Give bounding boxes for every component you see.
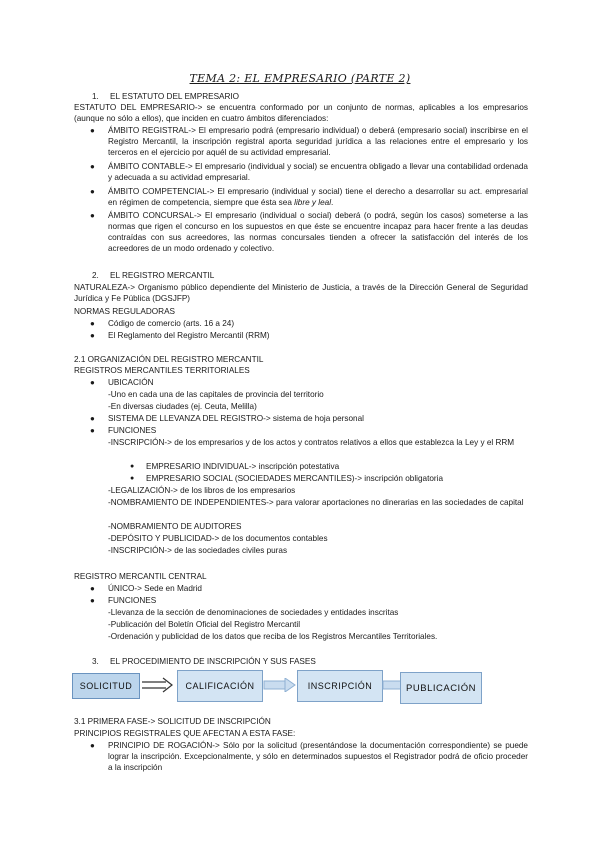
section-1-heading: EL ESTATUTO DEL EMPRESARIO bbox=[110, 92, 240, 101]
ubicacion-line: -En diversas ciudades (ej. Ceuta, Melilla) bbox=[108, 402, 257, 411]
ambito-contable: ÁMBITO CONTABLE-> El empresario (individual y social) se encuentra obligado a llevar una contabilidad ordenada y adecuada a su actividad empresarial. bbox=[108, 162, 528, 182]
funciones-label: FUNCIONES bbox=[108, 426, 157, 435]
bullet-icon: ● bbox=[90, 596, 95, 605]
section-2-number: 2. bbox=[92, 271, 99, 280]
funcion-deposito: -DEPÓSITO Y PUBLICIDAD-> de los documentos contables bbox=[108, 534, 328, 543]
bullet-icon: ● bbox=[90, 414, 95, 423]
funcion-inscripcion-civiles: -INSCRIPCIÓN-> de las sociedades civiles puras bbox=[108, 546, 288, 555]
empresario-social: EMPRESARIO SOCIAL (SOCIEDADES MERCANTILES)-> inscripción obligatoria bbox=[146, 474, 444, 483]
section-1-number: 1. bbox=[92, 92, 99, 101]
funcion-nombramiento-auditores: -NOMBRAMIENTO DE AUDITORES bbox=[108, 522, 242, 531]
ubicacion-line: -Uno en cada una de las capitales de provincia del territorio bbox=[108, 390, 324, 399]
double-arrow-icon bbox=[140, 675, 176, 695]
page-title: TEMA 2: EL EMPRESARIO (PARTE 2) bbox=[189, 72, 411, 85]
bullet-icon: ● bbox=[90, 426, 95, 435]
ambito-registral: ÁMBITO REGISTRAL-> El empresario podrá (empresario individual) o deberá (empresario social) inscribirse en el Registro Mercantil, la inscripción registral aporta seguridad jurídica a las relaciones entre el empresario y los terceros en el ejercicio por aquél de su actividad empresarial. bbox=[108, 126, 528, 157]
bullet-icon: ● bbox=[90, 331, 95, 340]
central-funciones-label: FUNCIONES bbox=[108, 596, 157, 605]
principio-rogacion: PRINCIPIO DE ROGACIÓN-> Sólo por la solicitud (presentándose la documentación correspondiente) se puede lograr la inscripción. Excepcionalmente, y sólo en determinados supuestos el Registrador podrá de oficio proceder a la inscripción bbox=[108, 741, 528, 772]
central-funcion: -Llevanza de la sección de denominaciones de sociedades y entidades inscritas bbox=[108, 608, 399, 617]
central-unico: ÚNICO-> Sede en Madrid bbox=[108, 584, 202, 593]
bullet-icon: ● bbox=[130, 463, 135, 470]
bullet-icon: ● bbox=[90, 126, 95, 135]
central-funcion: -Ordenación y publicidad de los datos que reciba de los Registros Mercantiles Territoriales. bbox=[108, 632, 438, 641]
bullet-icon: ● bbox=[90, 584, 95, 593]
bullet-icon: ● bbox=[90, 187, 95, 196]
norma-codigo: Código de comercio (arts. 16 a 24) bbox=[108, 319, 235, 328]
libre-y-leal: libre y leal bbox=[294, 198, 332, 207]
norma-reglamento: El Reglamento del Registro Mercantil (RRM) bbox=[108, 331, 270, 340]
arrow-right-icon bbox=[263, 678, 297, 692]
ambito-competencial bbox=[108, 186, 528, 208]
flow-publicacion: PUBLICACIÓN bbox=[400, 672, 482, 704]
funcion-legalizacion: -LEGALIZACIÓN-> de los libros de los empresarios bbox=[108, 486, 296, 495]
ambito-competencial-end: . bbox=[331, 198, 334, 207]
bullet-icon: ● bbox=[130, 475, 135, 482]
central-funcion: -Publicación del Boletín Oficial del Registro Mercantil bbox=[108, 620, 301, 629]
ambito-competencial-text: ÁMBITO COMPETENCIAL-> El empresario (individual y social) tiene el derecho a desarrollar su act. empresarial en régimen de competencia, siempre que ésta sea bbox=[108, 187, 528, 207]
sistema-llevanza: SISTEMA DE LLEVANZA DEL REGISTRO-> sistema de hoja personal bbox=[108, 414, 364, 423]
bullet-icon: ● bbox=[90, 378, 95, 387]
funcion-inscripcion: -INSCRIPCIÓN-> de los empresarios y de los actos y contratos relativos a ellos que establezca la Ley y el RRM bbox=[108, 438, 515, 447]
section-2-1-heading: 2.1 ORGANIZACIÓN DEL REGISTRO MERCANTIL bbox=[74, 355, 264, 364]
section-3-1-heading: 3.1 PRIMERA FASE-> SOLICITUD DE INSCRIPCIÓN bbox=[74, 717, 271, 726]
flow-inscripcion: INSCRIPCIÓN bbox=[297, 670, 383, 702]
section-3-heading: EL PROCEDIMIENTO DE INSCRIPCIÓN Y SUS FASES bbox=[110, 657, 316, 666]
section-2-heading: EL REGISTRO MERCANTIL bbox=[110, 271, 215, 280]
naturaleza: NATURALEZA-> Organismo público dependiente del Ministerio de Justicia, a través de la Dirección General de Seguridad Jurídica y Fe Pública (DGSJFP) bbox=[74, 283, 528, 303]
bullet-icon: ● bbox=[90, 741, 95, 750]
bullet-icon: ● bbox=[90, 211, 95, 220]
principios-heading: PRINCIPIOS REGISTRALES QUE AFECTAN A ESTA FASE: bbox=[74, 729, 296, 738]
bullet-icon: ● bbox=[90, 319, 95, 328]
normas-heading: NORMAS REGULADORAS bbox=[74, 307, 175, 316]
estatuto-intro: ESTATUTO DEL EMPRESARIO-> se encuentra conformado por un conjunto de normas, aplicables a los empresarios (aunque no sólo a ellos), que inciden en cuatro ámbitos diferenciados: bbox=[74, 103, 528, 123]
empresario-individual: EMPRESARIO INDIVIDUAL-> inscripción potestativa bbox=[146, 462, 340, 471]
ubicacion-label: UBICACIÓN bbox=[108, 378, 154, 387]
ambito-concursal: ÁMBITO CONCURSAL-> El empresario (individual o social) deberá (o podrá, según los casos) someterse a las normas que rigen el concurso en los supuestos en que éste se encuentre incapaz para hacer frente a las deudas contraídas con sus acreedores, las normas concursales tienden a ofrecer la satisfacción del interés de los acreedores de un modo ordenado y colectivo. bbox=[108, 211, 528, 253]
territoriales-heading: REGISTROS MERCANTILES TERRITORIALES bbox=[74, 366, 250, 375]
central-heading: REGISTRO MERCANTIL CENTRAL bbox=[74, 572, 207, 581]
bullet-icon: ● bbox=[90, 162, 95, 171]
funcion-nombramiento-independientes: -NOMBRAMIENTO DE INDEPENDIENTES-> para valorar aportaciones no dinerarias en las sociedades de capital bbox=[108, 498, 524, 507]
flow-calificacion: CALIFICACIÓN bbox=[177, 670, 263, 702]
flow-solicitud: SOLICITUD bbox=[72, 673, 140, 699]
section-3-number: 3. bbox=[92, 657, 99, 666]
